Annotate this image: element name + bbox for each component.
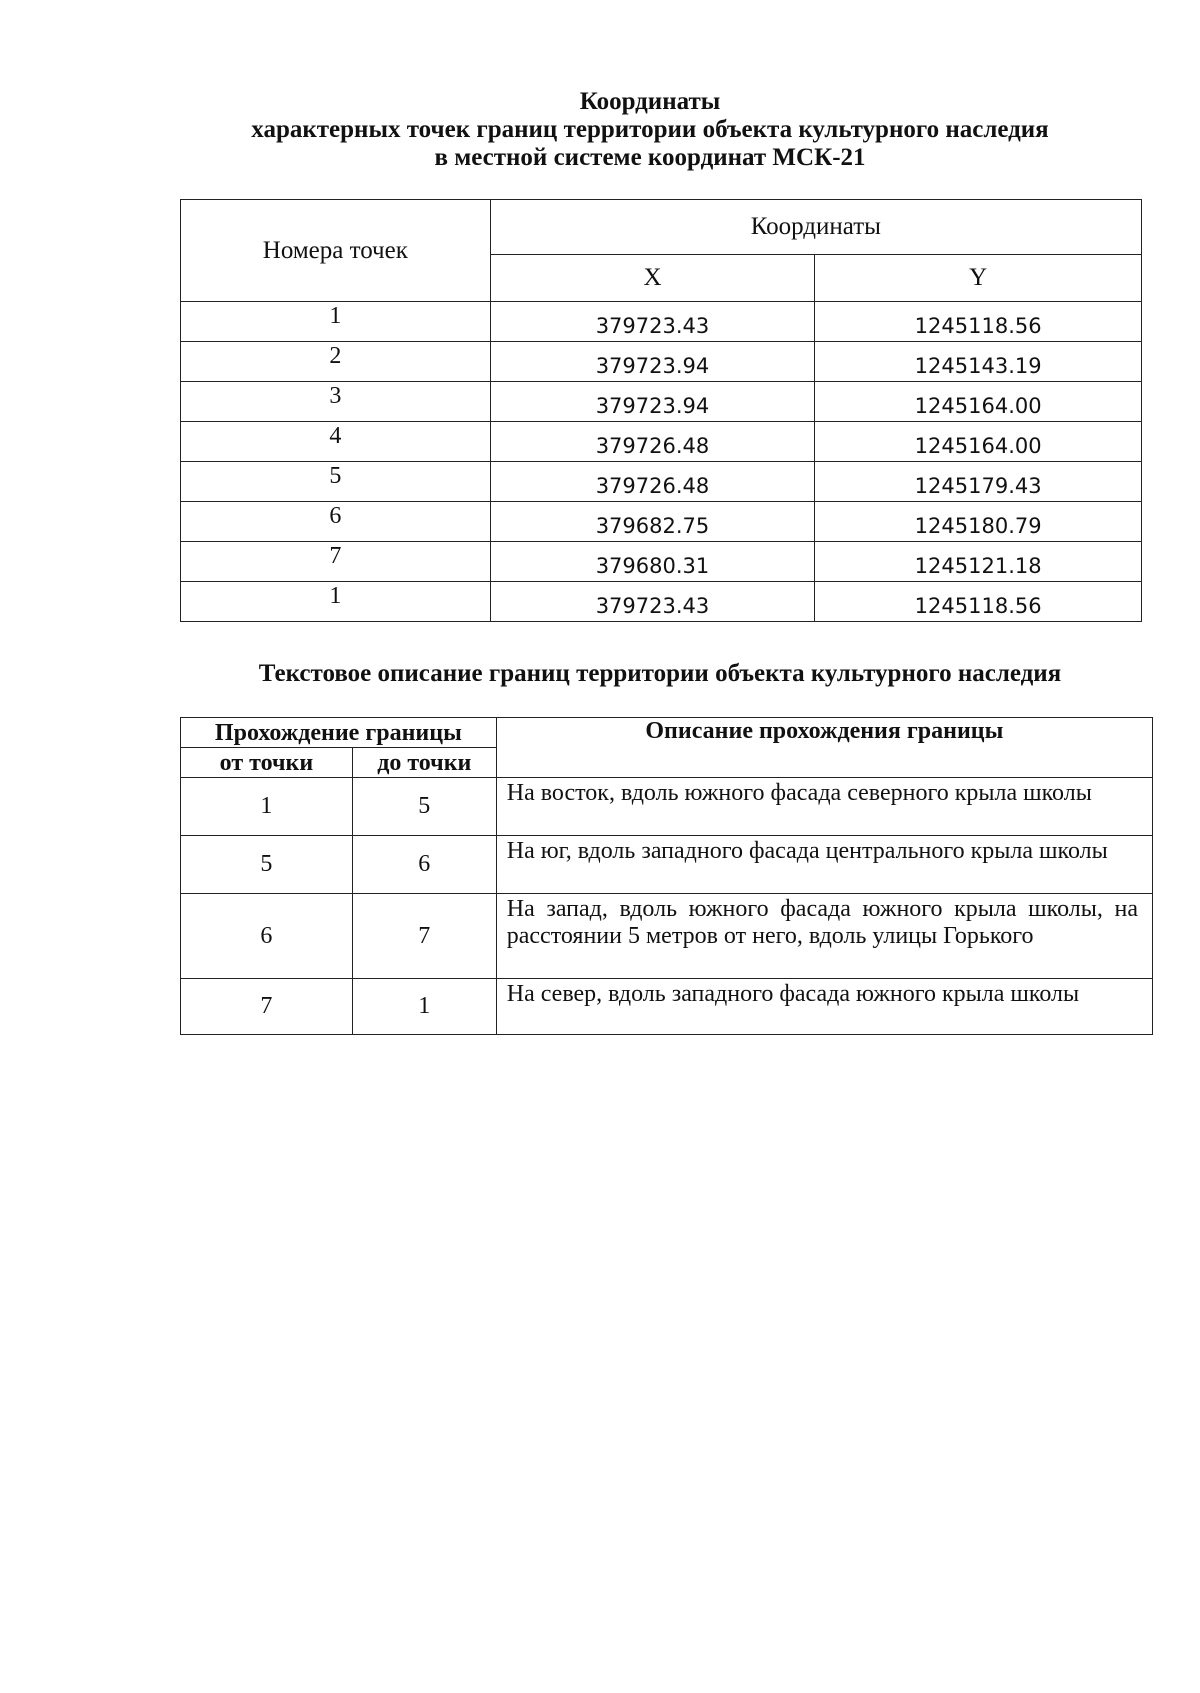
title-line-2: характерных точек границ территории объекта культурного наследия — [251, 116, 1049, 143]
to-point: 6 — [352, 836, 496, 894]
table-row — [181, 342, 1142, 382]
y-value: 1245118.56 — [815, 582, 1142, 622]
y-value: 1245164.00 — [815, 422, 1142, 462]
header-boundary-passage: Прохождение границы — [181, 718, 497, 748]
boundary-description: На восток, вдоль южного фасада северного крыла школы — [496, 778, 1152, 836]
from-point: 5 — [181, 836, 353, 894]
y-value: 1245179.43 — [815, 462, 1142, 502]
point-number: 2 — [181, 342, 491, 382]
point-number: 5 — [181, 462, 491, 502]
header-to-point: до точки — [352, 748, 496, 778]
title-line-1: Координаты — [579, 88, 721, 115]
title-line-3: в местной системе координат МСК-21 — [434, 144, 866, 171]
table-row — [181, 582, 1142, 622]
header-x: X — [490, 255, 815, 302]
table-row — [181, 422, 1142, 462]
y-value: 1245121.18 — [815, 542, 1142, 582]
y-value: 1245180.79 — [815, 502, 1142, 542]
table-row — [181, 302, 1142, 342]
y-value: 1245118.56 — [815, 302, 1142, 342]
section-subtitle: Текстовое описание границ территории объекта культурного наследия — [258, 660, 1062, 687]
x-value: 379680.31 — [490, 542, 815, 582]
table-row — [181, 382, 1142, 422]
x-value: 379723.43 — [490, 582, 815, 622]
header-from-point: от точки — [181, 748, 353, 778]
point-number: 1 — [181, 582, 491, 622]
to-point: 7 — [352, 894, 496, 979]
y-value: 1245164.00 — [815, 382, 1142, 422]
table-row — [181, 778, 1153, 836]
boundary-description-table — [180, 717, 1153, 1035]
table-row — [181, 979, 1153, 1035]
to-point: 1 — [352, 979, 496, 1035]
point-number: 3 — [181, 382, 491, 422]
point-number: 1 — [181, 302, 491, 342]
document-title — [180, 88, 1120, 172]
x-value: 379723.43 — [490, 302, 815, 342]
point-number: 7 — [181, 542, 491, 582]
header-description: Описание прохождения границы — [496, 718, 1152, 778]
x-value: 379723.94 — [490, 342, 815, 382]
header-point-numbers: Номера точек — [181, 200, 491, 302]
point-number: 6 — [181, 502, 491, 542]
x-value: 379726.48 — [490, 422, 815, 462]
coordinates-table — [180, 199, 1142, 622]
header-y: Y — [815, 255, 1142, 302]
header-coordinates: Координаты — [490, 200, 1141, 255]
boundary-description: На запад, вдоль южного фасада южного крыла школы, на расстоянии 5 метров от него, вдоль улицы Горького — [496, 894, 1152, 979]
table-row — [181, 894, 1153, 979]
table-row — [181, 462, 1142, 502]
to-point: 5 — [352, 778, 496, 836]
y-value: 1245143.19 — [815, 342, 1142, 382]
from-point: 7 — [181, 979, 353, 1035]
boundary-description: На север, вдоль западного фасада южного крыла школы — [496, 979, 1152, 1035]
x-value: 379723.94 — [490, 382, 815, 422]
table-row — [181, 542, 1142, 582]
boundary-description: На юг, вдоль западного фасада центрального крыла школы — [496, 836, 1152, 894]
x-value: 379726.48 — [490, 462, 815, 502]
table-row — [181, 836, 1153, 894]
from-point: 1 — [181, 778, 353, 836]
from-point: 6 — [181, 894, 353, 979]
x-value: 379682.75 — [490, 502, 815, 542]
point-number: 4 — [181, 422, 491, 462]
table-row — [181, 502, 1142, 542]
